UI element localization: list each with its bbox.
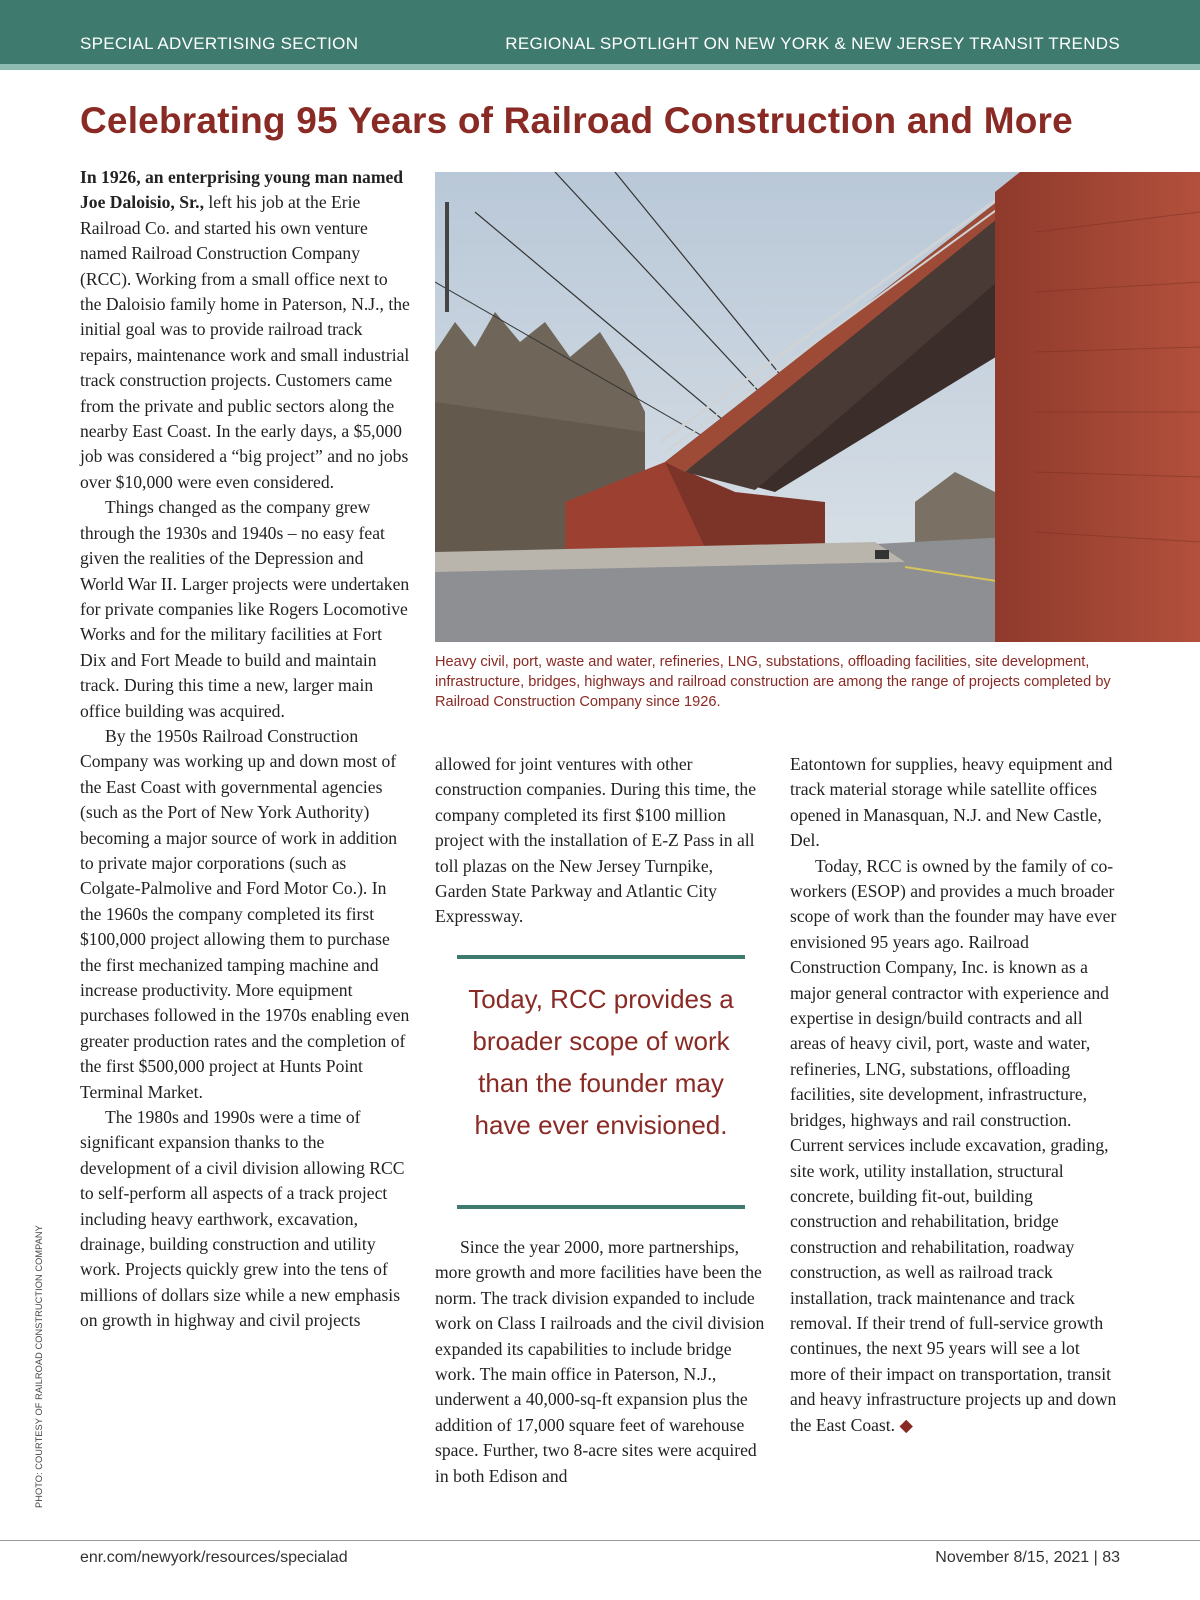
pullquote-rule-bottom	[457, 1205, 745, 1209]
section-label: SPECIAL ADVERTISING SECTION	[80, 34, 359, 53]
bridge-photo	[435, 172, 1200, 642]
header-stripe	[0, 64, 1200, 70]
footer-date-page: November 8/15, 2021 | 83	[935, 1549, 1120, 1566]
article-column-1	[80, 165, 410, 1334]
paragraph-5-continued: Eatontown for supplies, heavy equipment and track material storage while satellite offices opened in Manasquan, N.J. and New Castle, Del.	[790, 754, 1113, 851]
article-column-3	[790, 752, 1120, 1438]
end-mark-icon: ◆	[899, 1414, 913, 1435]
article-headline: Celebrating 95 Years of Railroad Construction and More	[80, 100, 1073, 141]
bridge-illustration	[435, 172, 1200, 642]
paragraph-4-continued: allowed for joint ventures with other construction companies. During this time, the company completed its first $100 million project with the installation of E-Z Pass in all toll plazas on the New Jersey Turnpike, Garden State Parkway and Atlantic City Expressway.	[435, 754, 757, 927]
paragraph-3: By the 1950s Railroad Construction Company was working up and down most of the East Coast with governmental agencies (such as the Port of New York Authority) becoming a major source of work in addition to private major corporations (such as Colgate-Palmolive and Ford Motor Co.). In the 1960s the company completed its first $100,000 project allowing them to purchase the first mechanized tamping machine and increase productivity. More equipment purchases followed in the 1970s enabling even greater production rates and the completion of the first $500,000 project at Hunts Point Terminal Market.	[80, 725, 410, 1102]
footer-url[interactable]: enr.com/newyork/resources/specialad	[80, 1549, 348, 1566]
paragraph-2: Things changed as the company grew through the 1930s and 1940s – no easy feat given the realities of the Depression and World War II. Larger projects were undertaken for private companies like Rogers Locomotive Works and for the military facilities at Fort Dix and Fort Meade to build and maintain track. During this time a new, larger main office building was acquired.	[80, 497, 410, 721]
header-bar	[0, 0, 1200, 64]
pullquote-rule-top	[457, 955, 745, 959]
paragraph-6: Today, RCC is owned by the family of co-workers (ESOP) and provides a much broader scope of work than the founder may have ever envisioned 95 years ago. Railroad Construction Company, Inc. is known as a major general contractor with experience and expertise in design/build contracts and all areas of heavy civil, port, waste and water, refineries, LNG, substations, offloading facilities, site development, infrastructure, bridges, highways and rail construction. Current services include excavation, grading, site work, utility installation, structural concrete, building fit-out, building construction and rehabilitation, bridge construction and rehabilitation, roadway construction, as well as railroad track installation, track maintenance and track removal. If their trend of full-service growth continues, the next 95 years will see a lot more of their impact on transportation, transit and heavy infrastructure projects up and down the East Coast. ◆	[790, 855, 1117, 1435]
utility-pole	[445, 202, 449, 312]
car	[875, 550, 889, 559]
lead-in: In 1926, an enterprising young man named Joe Daloisio, Sr.,	[80, 167, 404, 213]
article-column-2-top	[435, 752, 765, 930]
paragraph-1: In 1926, an enterprising young man named Joe Daloisio, Sr., left his job at the Erie Railroad Co. and started his own venture named Railroad Construction Company (RCC). Working from a small office next to the Daloisio family home in Paterson, N.J., the initial goal was to provide railroad track repairs, maintenance work and small industrial track construction projects. Customers came from the private and public sectors along the nearby East Coast. In the early days, a $5,000 job was considered a “big project” and no jobs over $10,000 were even considered.	[80, 167, 410, 492]
pullquote: Today, RCC provides a broader scope of work than the founder may have ever envisioned.	[468, 984, 734, 1140]
footer-rule	[0, 1540, 1200, 1541]
paragraph-4: The 1980s and 1990s were a time of significant expansion thanks to the development of a civil division allowing RCC to self-perform all aspects of a track project including heavy earthwork, excavation, drainage, building construction and utility work. Projects quickly grew into the tens of millions of dollars size while a new emphasis on growth in highway and civil projects	[80, 1107, 405, 1331]
spotlight-label: REGIONAL SPOTLIGHT ON NEW YORK & NEW JERSEY TRANSIT TRENDS	[505, 34, 1120, 53]
article-column-2-bottom	[435, 1235, 765, 1489]
photo-caption: Heavy civil, port, waste and water, refineries, LNG, substations, offloading facilities, site development, infrastructure, bridges, highways and railroad construction are among the range of projects completed by Railroad Construction Company since 1926.	[435, 654, 1111, 710]
red-wall	[995, 172, 1200, 642]
photo-credit: PHOTO: COURTESY OF RAILROAD CONSTRUCTION COMPANY	[34, 1225, 44, 1508]
paragraph-5: Since the year 2000, more partnerships, more growth and more facilities have been the norm. The track division expanded to include work on Class I railroads and the civil division expanded its capabilities to include bridge work. The main office in Paterson, N.J., underwent a 40,000-sq-ft expansion plus the addition of 17,000 square feet of warehouse space. Further, two 8-acre sites were acquired in both Edison and	[435, 1237, 765, 1486]
